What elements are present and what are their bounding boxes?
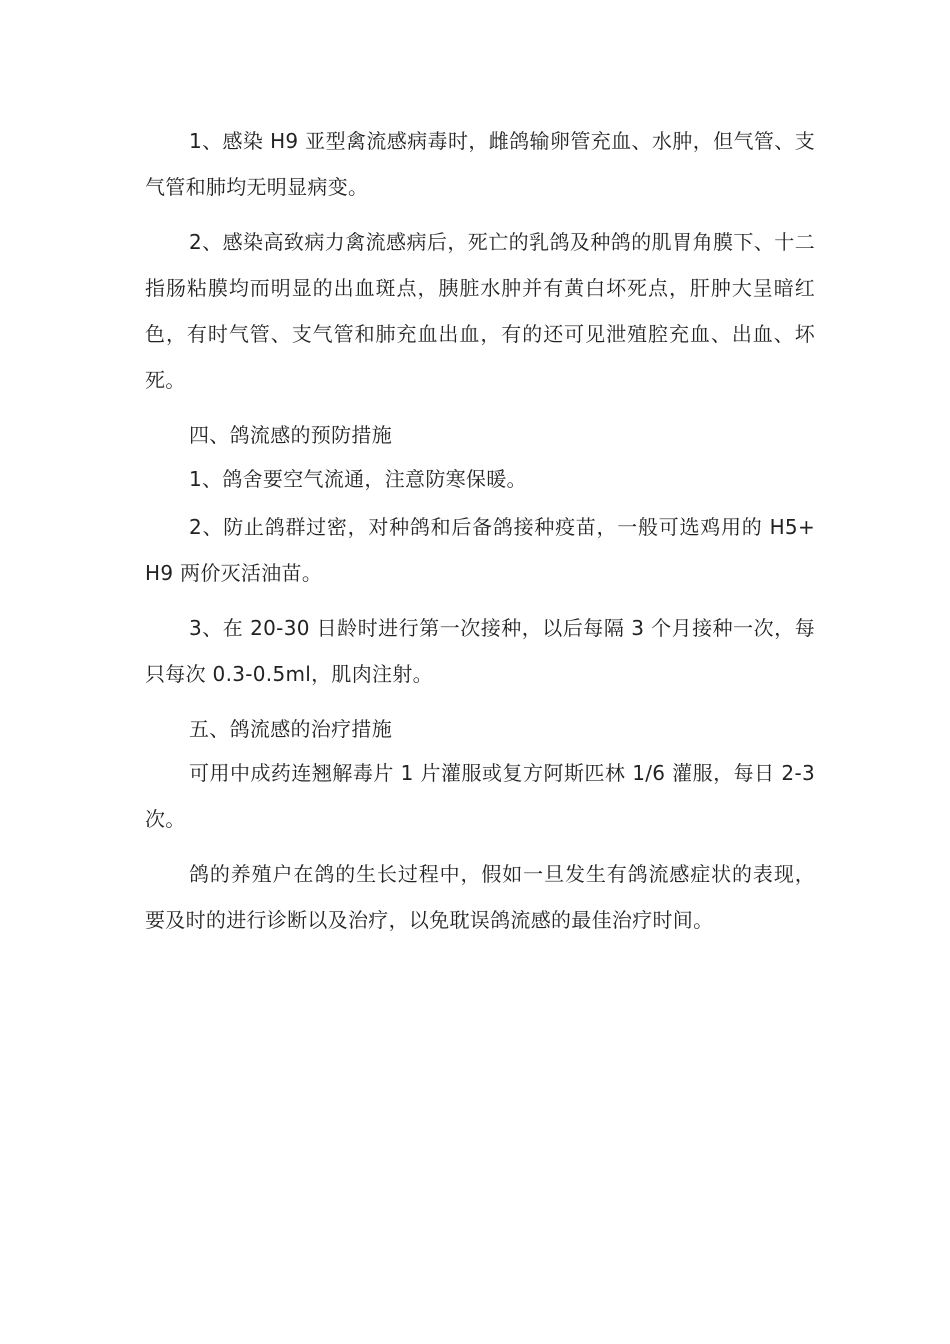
paragraph-h9-symptoms: 1、感染 H9 亚型禽流感病毒时，雌鸽输卵管充血、水肿，但气管、支气管和肺均无明显病变。 [145,129,815,199]
document-body [145,118,815,952]
paragraph-medication: 可用中成药连翘解毒片 1 片灌服或复方阿斯匹林 1/6 灌服，每日 2-3 次。 [145,761,815,831]
section-heading-prevention: 四、鸽流感的预防措施 [189,423,392,447]
paragraph-hpai-symptoms: 2、感染高致病力禽流感病后，死亡的乳鸽及种鸽的肌胃角膜下、十二指肠粘膜均而明显的出血斑点，胰脏水肿并有黄白坏死点，肝肿大呈暗红色，有时气管、支气管和肺充血出血，有的还可见泄殖腔充血、出血、坏死。 [145,230,815,392]
paragraph-ventilation: 1、鸽舍要空气流通，注意防寒保暖。 [189,467,527,491]
section-heading-treatment: 五、鸽流感的治疗措施 [189,717,392,741]
paragraph-conclusion: 鸽的养殖户在鸽的生长过程中，假如一旦发生有鸽流感症状的表现，要及时的进行诊断以及治疗，以免耽误鸽流感的最佳治疗时间。 [145,862,815,932]
paragraph-vaccine-schedule: 3、在 20-30 日龄时进行第一次接种，以后每隔 3 个月接种一次，每只每次 0.3-0.5ml，肌肉注射。 [145,616,815,686]
paragraph-vaccination: 2、防止鸽群过密，对种鸽和后备鸽接种疫苗，一般可选鸡用的 H5+H9 两价灭活油苗。 [145,515,815,585]
